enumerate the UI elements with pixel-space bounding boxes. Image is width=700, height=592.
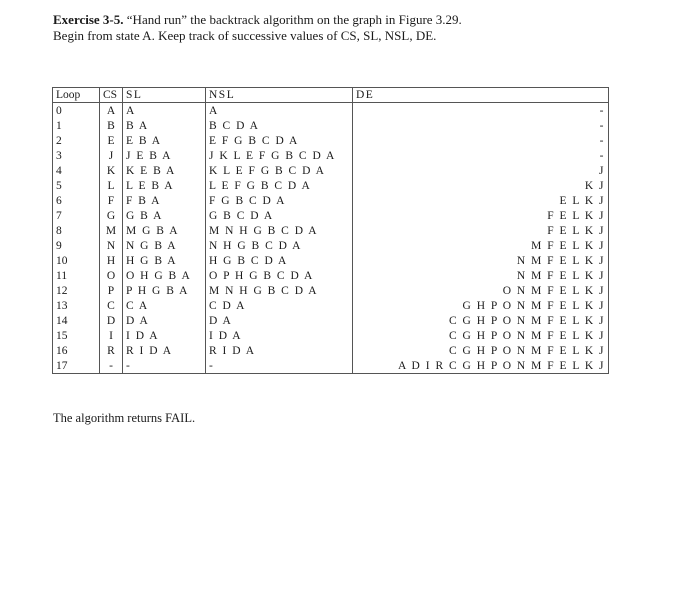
cell-cs: A (100, 103, 123, 119)
cell-sl: - (123, 358, 206, 374)
header-loop: Loop (53, 88, 100, 103)
cell-sl: H G B A (123, 253, 206, 268)
cell-loop: 7 (53, 208, 100, 223)
cell-nsl: R I D A (206, 343, 353, 358)
table-row (53, 298, 609, 313)
table-row (53, 148, 609, 163)
cell-sl: A (123, 103, 206, 119)
cell-sl: R I D A (123, 343, 206, 358)
cell-nsl: G B C D A (206, 208, 353, 223)
cell-de: - (353, 118, 609, 133)
cell-loop: 0 (53, 103, 100, 119)
header-nsl: NSL (206, 88, 353, 103)
cell-sl: B A (123, 118, 206, 133)
exercise-line-2: Begin from state A. Keep track of successive values of CS, SL, NSL, DE. (53, 28, 437, 43)
table-row (53, 178, 609, 193)
cell-nsl: - (206, 358, 353, 374)
cell-de: K J (353, 178, 609, 193)
table-row (53, 268, 609, 283)
cell-loop: 2 (53, 133, 100, 148)
cell-cs: E (100, 133, 123, 148)
table-row (53, 223, 609, 238)
table-row (53, 133, 609, 148)
cell-loop: 14 (53, 313, 100, 328)
header-de: DE (353, 88, 609, 103)
cell-sl: I D A (123, 328, 206, 343)
header-row (53, 88, 609, 103)
table-row (53, 313, 609, 328)
cell-loop: 4 (53, 163, 100, 178)
cell-de: A D I R C G H P O N M F E L K J (353, 358, 609, 374)
cell-nsl: L E F G B C D A (206, 178, 353, 193)
cell-cs: - (100, 358, 123, 374)
cell-cs: L (100, 178, 123, 193)
cell-cs: N (100, 238, 123, 253)
table-row (53, 208, 609, 223)
cell-de: - (353, 148, 609, 163)
cell-cs: H (100, 253, 123, 268)
cell-sl: M G B A (123, 223, 206, 238)
exercise-line-1 (53, 12, 653, 28)
cell-loop: 16 (53, 343, 100, 358)
cell-nsl: C D A (206, 298, 353, 313)
cell-de: F E L K J (353, 223, 609, 238)
cell-nsl: N H G B C D A (206, 238, 353, 253)
table-row (53, 118, 609, 133)
cell-de: F E L K J (353, 208, 609, 223)
cell-sl: O H G B A (123, 268, 206, 283)
cell-de: N M F E L K J (353, 253, 609, 268)
cell-nsl: J K L E F G B C D A (206, 148, 353, 163)
cell-cs: K (100, 163, 123, 178)
table-body (53, 103, 609, 374)
cell-nsl: B C D A (206, 118, 353, 133)
cell-de: C G H P O N M F E L K J (353, 313, 609, 328)
cell-cs: R (100, 343, 123, 358)
cell-nsl: M N H G B C D A (206, 283, 353, 298)
cell-de: - (353, 133, 609, 148)
table-row (53, 283, 609, 298)
cell-sl: N G B A (123, 238, 206, 253)
cell-de: O N M F E L K J (353, 283, 609, 298)
cell-cs: C (100, 298, 123, 313)
cell-loop: 9 (53, 238, 100, 253)
cell-nsl: I D A (206, 328, 353, 343)
cell-loop: 10 (53, 253, 100, 268)
cell-de: E L K J (353, 193, 609, 208)
cell-loop: 1 (53, 118, 100, 133)
cell-cs: I (100, 328, 123, 343)
cell-cs: B (100, 118, 123, 133)
cell-sl: J E B A (123, 148, 206, 163)
cell-cs: J (100, 148, 123, 163)
cell-de: J (353, 163, 609, 178)
cell-sl: P H G B A (123, 283, 206, 298)
cell-cs: O (100, 268, 123, 283)
cell-sl: F B A (123, 193, 206, 208)
cell-de: C G H P O N M F E L K J (353, 343, 609, 358)
cell-nsl: O P H G B C D A (206, 268, 353, 283)
cell-loop: 5 (53, 178, 100, 193)
table-row (53, 163, 609, 178)
cell-nsl: E F G B C D A (206, 133, 353, 148)
cell-cs: F (100, 193, 123, 208)
cell-loop: 8 (53, 223, 100, 238)
cell-nsl: D A (206, 313, 353, 328)
cell-de: C G H P O N M F E L K J (353, 328, 609, 343)
table-row (53, 238, 609, 253)
cell-loop: 15 (53, 328, 100, 343)
table-row (53, 253, 609, 268)
exercise-text-1: “Hand run” the backtrack algorithm on the graph in Figure 3.29. (123, 12, 462, 27)
exercise-statement (53, 12, 653, 44)
cell-cs: G (100, 208, 123, 223)
table-row (53, 193, 609, 208)
cell-cs: P (100, 283, 123, 298)
cell-cs: M (100, 223, 123, 238)
result-text: The algorithm returns FAIL. (53, 411, 196, 425)
cell-de: M F E L K J (353, 238, 609, 253)
cell-de: N M F E L K J (353, 268, 609, 283)
cell-sl: G B A (123, 208, 206, 223)
cell-nsl: K L E F G B C D A (206, 163, 353, 178)
cell-sl: E B A (123, 133, 206, 148)
table-row (53, 358, 609, 374)
cell-sl: C A (123, 298, 206, 313)
table-row (53, 103, 609, 119)
exercise-label: Exercise 3-5. (53, 12, 124, 27)
cell-sl: L E B A (123, 178, 206, 193)
cell-de: - (353, 103, 609, 119)
cell-loop: 12 (53, 283, 100, 298)
cell-loop: 3 (53, 148, 100, 163)
cell-cs: D (100, 313, 123, 328)
cell-loop: 11 (53, 268, 100, 283)
cell-loop: 13 (53, 298, 100, 313)
cell-nsl: F G B C D A (206, 193, 353, 208)
header-sl: SL (123, 88, 206, 103)
cell-sl: K E B A (123, 163, 206, 178)
cell-nsl: H G B C D A (206, 253, 353, 268)
cell-de: G H P O N M F E L K J (353, 298, 609, 313)
cell-nsl: A (206, 103, 353, 119)
table-row (53, 343, 609, 358)
backtrack-trace-table (52, 87, 609, 374)
cell-loop: 6 (53, 193, 100, 208)
table-row (53, 328, 609, 343)
header-cs: CS (100, 88, 123, 103)
cell-nsl: M N H G B C D A (206, 223, 353, 238)
cell-sl: D A (123, 313, 206, 328)
cell-loop: 17 (53, 358, 100, 374)
